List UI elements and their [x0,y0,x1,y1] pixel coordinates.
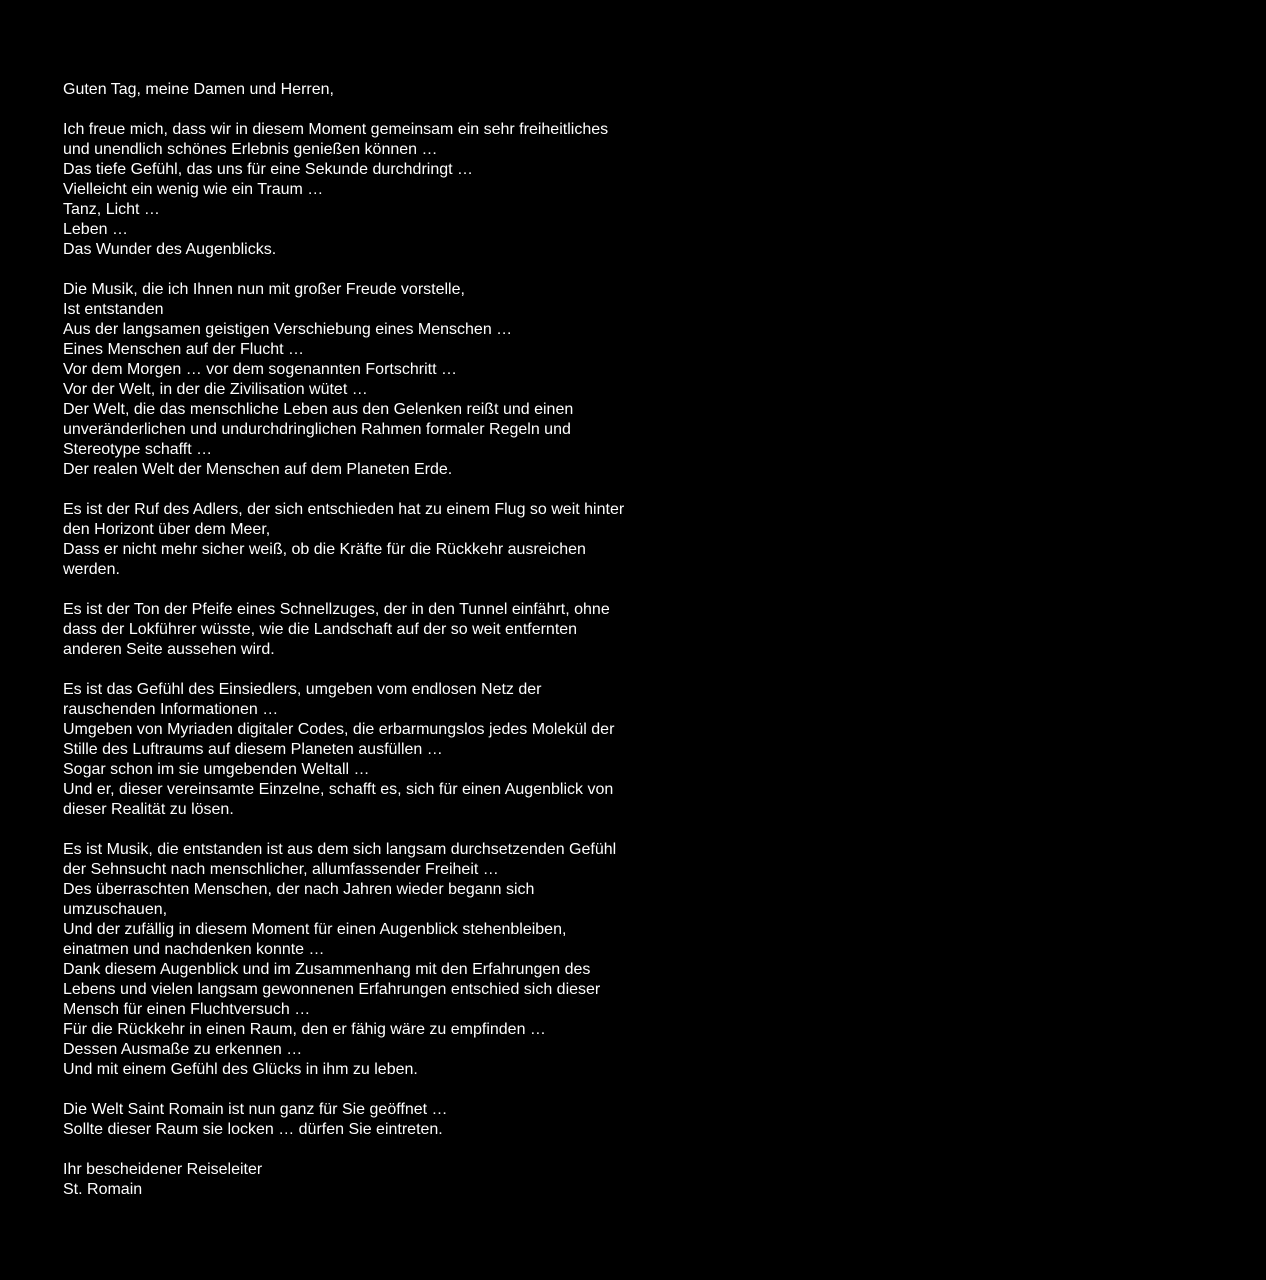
text-line: Leben … [63,221,128,238]
paragraph [63,1100,743,1140]
text-line: Es ist der Ruf des Adlers, der sich entschieden hat zu einem Flug so weit hinter [63,501,625,518]
text-line: Das tiefe Gefühl, das uns für eine Sekunde durchdringt … [63,161,474,178]
text-line: Mensch für einen Fluchtversuch … [63,1001,311,1018]
text-line: der Sehnsucht nach menschlicher, allumfassender Freiheit … [63,861,499,878]
signature [63,1160,743,1200]
signature-closing: Ihr bescheidener Reiseleiter [63,1161,263,1178]
text-line: Tanz, Licht … [63,201,160,218]
text-line: unveränderlichen und undurchdringlichen Rahmen formaler Regeln und [63,421,571,438]
text-line: anderen Seite aussehen wird. [63,641,275,658]
text-line: Vor dem Morgen … vor dem sogenannten Fortschritt … [63,361,457,378]
text-line: Vielleicht ein wenig wie ein Traum … [63,181,324,198]
text-line: rauschenden Informationen … [63,701,279,718]
text-line: Dass er nicht mehr sicher weiß, ob die Kräfte für die Rückkehr ausreichen [63,541,586,558]
paragraph [63,600,743,660]
letter-body [63,80,743,1200]
text-line: Die Welt Saint Romain ist nun ganz für Sie geöffnet … [63,1101,448,1118]
text-line: Und mit einem Gefühl des Glücks in ihm zu leben. [63,1061,418,1078]
text-line: dass der Lokführer wüsste, wie die Landschaft auf der so weit entfernten [63,621,578,638]
text-line: Es ist der Ton der Pfeife eines Schnellzuges, der in den Tunnel einfährt, ohne [63,601,610,618]
text-line: Ich freue mich, dass wir in diesem Moment gemeinsam ein sehr freiheitliches [63,121,609,138]
text-line: Das Wunder des Augenblicks. [63,241,277,258]
greeting: Guten Tag, meine Damen und Herren, [63,81,334,98]
text-line: Dessen Ausmaße zu erkennen … [63,1041,303,1058]
text-line: Ist entstanden [63,301,164,318]
text-line: Dank diesem Augenblick und im Zusammenhang mit den Erfahrungen des [63,961,591,978]
text-line: Für die Rückkehr in einen Raum, den er fähig wäre zu empfinden … [63,1021,546,1038]
text-line: Stille des Luftraums auf diesem Planeten ausfüllen … [63,741,443,758]
text-line: Sollte dieser Raum sie locken … dürfen Sie eintreten. [63,1121,443,1138]
text-line: Der Welt, die das menschliche Leben aus den Gelenken reißt und einen [63,401,574,418]
text-line: Aus der langsamen geistigen Verschiebung eines Menschen … [63,321,513,338]
text-line: umzuschauen, [63,901,168,918]
signature-name: St. Romain [63,1181,143,1198]
text-line: und unendlich schönes Erlebnis genießen können … [63,141,438,158]
paragraph [63,280,743,480]
text-line: einatmen und nachdenken konnte … [63,941,325,958]
text-line: Es ist das Gefühl des Einsiedlers, umgeben vom endlosen Netz der [63,681,542,698]
paragraph [63,680,743,820]
text-line: dieser Realität zu lösen. [63,801,234,818]
text-line: den Horizont über dem Meer, [63,521,271,538]
text-line: Lebens und vielen langsam gewonnenen Erfahrungen entschied sich dieser [63,981,601,998]
text-line: Sogar schon im sie umgebenden Weltall … [63,761,370,778]
text-line: Und er, dieser vereinsamte Einzelne, schafft es, sich für einen Augenblick von [63,781,614,798]
text-line: Und der zufällig in diesem Moment für einen Augenblick stehenbleiben, [63,921,567,938]
text-line: Der realen Welt der Menschen auf dem Planeten Erde. [63,461,453,478]
text-line: Vor der Welt, in der die Zivilisation wütet … [63,381,368,398]
paragraph [63,500,743,580]
text-line: Des überraschten Menschen, der nach Jahren wieder begann sich [63,881,535,898]
paragraph-list [63,120,743,1140]
text-line: Eines Menschen auf der Flucht … [63,341,305,358]
paragraph [63,120,743,260]
paragraph [63,840,743,1080]
text-line: Die Musik, die ich Ihnen nun mit großer Freude vorstelle, [63,281,465,298]
text-line: Es ist Musik, die entstanden ist aus dem sich langsam durchsetzenden Gefühl [63,841,617,858]
text-line: Stereotype schafft … [63,441,213,458]
text-line: Umgeben von Myriaden digitaler Codes, die erbarmungslos jedes Molekül der [63,721,615,738]
text-line: werden. [63,561,120,578]
